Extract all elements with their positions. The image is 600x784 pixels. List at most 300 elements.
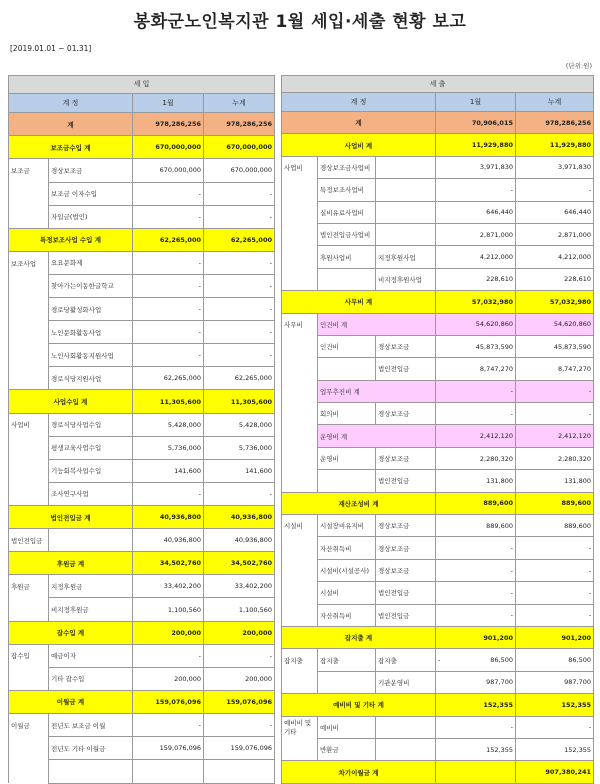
income-row bbox=[9, 413, 275, 436]
income-header-row bbox=[9, 76, 275, 94]
expense-row bbox=[282, 268, 594, 290]
expense-month-value: 152,355 bbox=[436, 694, 516, 716]
expense-subtotal-label: 운영비 계 bbox=[318, 425, 436, 447]
income-category bbox=[9, 367, 49, 390]
income-row bbox=[9, 552, 275, 575]
income-cum-value: - bbox=[204, 714, 275, 737]
expense-account bbox=[318, 268, 376, 290]
income-row bbox=[9, 436, 275, 459]
expense-cum-value: 54,620,860 bbox=[516, 313, 594, 335]
expense-month-number: 86,500 bbox=[490, 656, 513, 665]
income-cum-value: 670,000,000 bbox=[204, 136, 275, 159]
income-account: 자입금(법인) bbox=[49, 205, 133, 228]
expense-month-value: - bbox=[436, 582, 516, 604]
expense-cum-value: 2,412,120 bbox=[516, 425, 594, 447]
income-account: 찾아가는이동한글학교 bbox=[49, 274, 133, 297]
income-category: 잡수입 bbox=[9, 644, 49, 667]
expense-account: 인건비 bbox=[318, 335, 376, 357]
income-cum-value: 159,076,096 bbox=[204, 690, 275, 713]
expense-row bbox=[282, 246, 594, 268]
expense-row bbox=[282, 223, 594, 245]
income-cum-value: - bbox=[204, 205, 275, 228]
income-month-value: - bbox=[133, 251, 204, 274]
expense-category: 예비비 및기타 bbox=[282, 716, 318, 738]
expense-cum-value: - bbox=[516, 604, 594, 626]
income-account: 전년도 기타 이월금 bbox=[49, 737, 133, 760]
income-cum-value: 1,100,560 bbox=[204, 598, 275, 621]
expense-cum-value: 2,280,320 bbox=[516, 447, 594, 469]
income-col-account: 계 정 bbox=[9, 93, 133, 113]
income-account: 경로식당사업수입 bbox=[49, 413, 133, 436]
expense-subaccount: 법인전입금 bbox=[376, 582, 436, 604]
income-cum-value: - bbox=[204, 298, 275, 321]
expense-subaccount: 경상보조금 bbox=[376, 447, 436, 469]
expense-cum-value: 86,500 bbox=[516, 649, 594, 671]
expense-row bbox=[282, 134, 594, 156]
expense-account bbox=[318, 671, 376, 693]
income-row bbox=[9, 390, 275, 413]
income-cum-value: 62,265,000 bbox=[204, 367, 275, 390]
income-month-value: 159,076,096 bbox=[133, 690, 204, 713]
income-month-value: 670,000,000 bbox=[133, 159, 204, 182]
income-row bbox=[9, 644, 275, 667]
expense-account: 실비유료사업비 bbox=[318, 201, 376, 223]
expense-cum-value: 8,747,270 bbox=[516, 358, 594, 380]
expense-row bbox=[282, 626, 594, 648]
income-category bbox=[9, 274, 49, 297]
income-month-value: 33,402,200 bbox=[133, 575, 204, 598]
income-account: 조사연구사업 bbox=[49, 482, 133, 505]
expense-month-value: 901,200 bbox=[436, 626, 516, 648]
expense-category bbox=[282, 425, 318, 447]
expense-cum-value: 57,032,980 bbox=[516, 291, 594, 313]
expense-row bbox=[282, 694, 594, 716]
expense-cum-value: 4,212,000 bbox=[516, 246, 594, 268]
expense-cum-value: 901,200 bbox=[516, 626, 594, 648]
expense-subaccount bbox=[376, 223, 436, 245]
expense-row bbox=[282, 671, 594, 693]
expense-category: 잡지출 bbox=[282, 649, 318, 671]
expense-subaccount bbox=[376, 156, 436, 178]
expense-month-value: - bbox=[436, 559, 516, 581]
expense-subtotal-label: 사업비 계 bbox=[282, 134, 436, 156]
expense-account: 회의비 bbox=[318, 403, 376, 425]
expense-month-value: 889,600 bbox=[436, 515, 516, 537]
expense-subaccount: 법인전입금 bbox=[376, 470, 436, 492]
expense-cum-value: 978,286,256 bbox=[516, 112, 594, 134]
expense-month-value: - bbox=[436, 380, 516, 402]
expense-subaccount: 법인전입금 bbox=[376, 358, 436, 380]
expense-month-value: 70,906,015 bbox=[436, 112, 516, 134]
expense-account: 특정보조사업비 bbox=[318, 179, 376, 201]
income-cum-value: 33,402,200 bbox=[204, 575, 275, 598]
income-row bbox=[9, 113, 275, 136]
expense-cum-value: 45,873,590 bbox=[516, 335, 594, 357]
expense-row bbox=[282, 156, 594, 178]
income-month-value: - bbox=[133, 205, 204, 228]
income-account: 경상보조금 bbox=[49, 159, 133, 182]
expense-month-value: - bbox=[436, 179, 516, 201]
expense-month-value: 2,412,120 bbox=[436, 425, 516, 447]
expense-row bbox=[282, 403, 594, 425]
expense-subtotal-label: 사무비 계 bbox=[282, 291, 436, 313]
expense-row bbox=[282, 447, 594, 469]
expense-month-value: - bbox=[436, 716, 516, 738]
income-month-value: 40,936,800 bbox=[133, 529, 204, 552]
income-category bbox=[9, 436, 49, 459]
expense-cum-value: - bbox=[516, 559, 594, 581]
expense-category bbox=[282, 470, 318, 492]
expense-category: 시설비 bbox=[282, 515, 318, 537]
expense-category bbox=[282, 268, 318, 290]
expense-category bbox=[282, 671, 318, 693]
expense-subaccount bbox=[376, 738, 436, 760]
expense-month-value: 2,871,000 bbox=[436, 223, 516, 245]
expense-category bbox=[282, 201, 318, 223]
expense-cum-value: 228,610 bbox=[516, 268, 594, 290]
expense-month-value: - bbox=[436, 604, 516, 626]
income-account: 비지정후원금 bbox=[49, 598, 133, 621]
expense-account: 운영비 bbox=[318, 447, 376, 469]
expense-subtotal-label: 재산조성비 계 bbox=[282, 492, 436, 514]
income-col-month: 1월 bbox=[133, 93, 204, 113]
expense-account bbox=[318, 470, 376, 492]
income-row bbox=[9, 367, 275, 390]
expense-row bbox=[282, 425, 594, 447]
income-cum-value: 200,000 bbox=[204, 667, 275, 690]
expense-account: 시설장비유지비 bbox=[318, 515, 376, 537]
expense-cum-value: 11,929,880 bbox=[516, 134, 594, 156]
income-account: 노인사회활동지원사업 bbox=[49, 344, 133, 367]
income-row bbox=[9, 575, 275, 598]
income-month-value: 40,936,800 bbox=[133, 506, 204, 529]
income-account: 보조금 이자수입 bbox=[49, 182, 133, 205]
income-cum-value: - bbox=[204, 482, 275, 505]
expense-cum-value: 907,380,241 bbox=[516, 761, 594, 783]
expense-subaccount: 경상보조금 bbox=[376, 515, 436, 537]
expense-cum-value: - bbox=[516, 403, 594, 425]
expense-row bbox=[282, 716, 594, 738]
expense-month-value: - bbox=[436, 403, 516, 425]
income-category bbox=[9, 737, 49, 760]
expense-account: 자산취득비 bbox=[318, 537, 376, 559]
income-category bbox=[9, 667, 49, 690]
income-cum-value: 40,936,800 bbox=[204, 506, 275, 529]
expense-header-row bbox=[282, 76, 594, 93]
expense-category bbox=[282, 179, 318, 201]
expense-account: 경상보조금사업비 bbox=[318, 156, 376, 178]
income-account bbox=[49, 760, 133, 783]
income-row bbox=[9, 506, 275, 529]
income-month-value: - bbox=[133, 644, 204, 667]
expense-row bbox=[282, 649, 594, 671]
expense-subaccount: 법인전입금 bbox=[376, 604, 436, 626]
income-month-value: - bbox=[133, 344, 204, 367]
expense-month-value: 2,280,320 bbox=[436, 447, 516, 469]
expense-month-dash: - bbox=[438, 656, 441, 665]
income-month-value: - bbox=[133, 182, 204, 205]
income-category bbox=[9, 205, 49, 228]
expense-category bbox=[282, 246, 318, 268]
income-row bbox=[9, 298, 275, 321]
income-month-value: 11,305,600 bbox=[133, 390, 204, 413]
income-row bbox=[9, 482, 275, 505]
expense-subaccount bbox=[376, 716, 436, 738]
expense-category bbox=[282, 223, 318, 245]
income-row bbox=[9, 667, 275, 690]
expense-col-month: 1월 bbox=[436, 93, 516, 112]
income-col-cum: 누계 bbox=[204, 93, 275, 113]
expense-category bbox=[282, 738, 318, 760]
income-account: 지정후원금 bbox=[49, 575, 133, 598]
expense-account: 반환금 bbox=[318, 738, 376, 760]
expense-subtotal-label: 잡지출 계 bbox=[282, 626, 436, 648]
expense-month-value: 54,620,860 bbox=[436, 313, 516, 335]
income-category bbox=[9, 182, 49, 205]
income-row bbox=[9, 459, 275, 482]
expense-cum-value: 131,800 bbox=[516, 470, 594, 492]
expense-header: 세 출 bbox=[282, 76, 594, 93]
expense-account: 자산취득비 bbox=[318, 604, 376, 626]
income-cum-value: - bbox=[204, 182, 275, 205]
income-row bbox=[9, 598, 275, 621]
expense-month-value: 45,873,590 bbox=[436, 335, 516, 357]
expense-account: 예비비 bbox=[318, 716, 376, 738]
income-row bbox=[9, 251, 275, 274]
income-account: 예금이자 bbox=[49, 644, 133, 667]
income-account: 요요문화제 bbox=[49, 251, 133, 274]
income-category bbox=[9, 482, 49, 505]
income-subtotal-label: 특정보조사업 수입 계 bbox=[9, 228, 133, 251]
income-category bbox=[9, 760, 49, 783]
expense-row bbox=[282, 537, 594, 559]
expense-subaccount: 잡지출 bbox=[376, 649, 436, 671]
income-subtotal-label: 보조금수입 계 bbox=[9, 136, 133, 159]
income-month-value: 62,265,000 bbox=[133, 367, 204, 390]
income-account: 평생교육사업수입 bbox=[49, 436, 133, 459]
income-account: 기타 잡수입 bbox=[49, 667, 133, 690]
expense-subaccount: 지정후원사업 bbox=[376, 246, 436, 268]
expense-row bbox=[282, 201, 594, 223]
expense-account: 시설비(시설공사) bbox=[318, 559, 376, 581]
expense-subaccount: 경상보조금 bbox=[376, 403, 436, 425]
income-cum-value: 200,000 bbox=[204, 621, 275, 644]
expense-row bbox=[282, 335, 594, 357]
income-cum-value: 11,305,600 bbox=[204, 390, 275, 413]
income-subtotal-label: 잡수입 계 bbox=[9, 621, 133, 644]
expense-cum-value: 987,700 bbox=[516, 671, 594, 693]
income-account bbox=[49, 529, 133, 552]
expense-cum-value: - bbox=[516, 179, 594, 201]
expense-month-value: 8,747,270 bbox=[436, 358, 516, 380]
expense-account bbox=[318, 358, 376, 380]
expense-category bbox=[282, 380, 318, 402]
expense-category bbox=[282, 358, 318, 380]
income-subtotal-label: 계 bbox=[9, 113, 133, 136]
expense-category bbox=[282, 559, 318, 581]
income-subtotal-label: 이월금 계 bbox=[9, 690, 133, 713]
expense-row bbox=[282, 358, 594, 380]
expense-account: 잡지출 bbox=[318, 649, 376, 671]
income-month-value: - bbox=[133, 482, 204, 505]
income-account: 노인문화활동사업 bbox=[49, 321, 133, 344]
expense-month-value: 4,212,000 bbox=[436, 246, 516, 268]
income-month-value: 5,736,000 bbox=[133, 436, 204, 459]
expense-row bbox=[282, 761, 594, 783]
income-cum-value: - bbox=[204, 344, 275, 367]
expense-cum-value: 889,600 bbox=[516, 492, 594, 514]
expense-category bbox=[282, 582, 318, 604]
income-row bbox=[9, 274, 275, 297]
expense-month-value: 987,700 bbox=[436, 671, 516, 693]
expense-account: 후원사업비 bbox=[318, 246, 376, 268]
income-cum-value: - bbox=[204, 321, 275, 344]
expense-month-value: 228,610 bbox=[436, 268, 516, 290]
expense-row bbox=[282, 559, 594, 581]
expense-subtotal-label: 인건비 계 bbox=[318, 313, 436, 335]
income-row bbox=[9, 136, 275, 159]
income-cum-value: 5,736,000 bbox=[204, 436, 275, 459]
expense-column-headers bbox=[282, 93, 594, 112]
income-account: 경로식당지원사업 bbox=[49, 367, 133, 390]
income-category: 보조사업 bbox=[9, 251, 49, 274]
income-column-headers bbox=[9, 93, 275, 113]
income-month-value: 62,265,000 bbox=[133, 228, 204, 251]
expense-account: 법인전입금사업비 bbox=[318, 223, 376, 245]
income-cum-value: - bbox=[204, 644, 275, 667]
income-cum-value: 141,600 bbox=[204, 459, 275, 482]
income-month-value: - bbox=[133, 298, 204, 321]
expense-subtotal-label: 차기이월금 계 bbox=[282, 761, 436, 783]
expense-category bbox=[282, 604, 318, 626]
income-category: 보조금 bbox=[9, 159, 49, 182]
income-row bbox=[9, 714, 275, 737]
expense-subaccount: 경상보조금 bbox=[376, 559, 436, 581]
income-category bbox=[9, 321, 49, 344]
expense-month-value: 3,971,830 bbox=[436, 156, 516, 178]
income-category bbox=[9, 598, 49, 621]
expense-row bbox=[282, 515, 594, 537]
income-table bbox=[8, 75, 275, 784]
income-row bbox=[9, 205, 275, 228]
income-month-value: 978,286,256 bbox=[133, 113, 204, 136]
income-month-value: 5,428,000 bbox=[133, 413, 204, 436]
expense-month-value: 131,800 bbox=[436, 470, 516, 492]
expense-account: 시설비 bbox=[318, 582, 376, 604]
expense-subaccount: 기관운영비 bbox=[376, 671, 436, 693]
expense-cum-value: 152,355 bbox=[516, 738, 594, 760]
expense-month-value: 11,929,880 bbox=[436, 134, 516, 156]
expense-cum-value: 3,971,830 bbox=[516, 156, 594, 178]
expense-row bbox=[282, 470, 594, 492]
income-category: 사업비 bbox=[9, 413, 49, 436]
unit-label: (단위:원) bbox=[565, 62, 592, 70]
income-row bbox=[9, 737, 275, 760]
income-cum-value: 40,936,800 bbox=[204, 529, 275, 552]
expense-category bbox=[282, 335, 318, 357]
income-subtotal-label: 법인전입금 계 bbox=[9, 506, 133, 529]
income-account: 경로당활성화사업 bbox=[49, 298, 133, 321]
income-cum-value: 62,265,000 bbox=[204, 228, 275, 251]
income-month-value: 34,502,760 bbox=[133, 552, 204, 575]
expense-subaccount: 경상보조금 bbox=[376, 335, 436, 357]
expense-row bbox=[282, 582, 594, 604]
expense-cum-value: 152,355 bbox=[516, 694, 594, 716]
income-row bbox=[9, 321, 275, 344]
expense-category bbox=[282, 447, 318, 469]
income-account: 전년도 보조금 이월 bbox=[49, 714, 133, 737]
expense-subaccount bbox=[376, 201, 436, 223]
expense-subtotal-label: 업무추진비 계 bbox=[318, 380, 436, 402]
expense-row bbox=[282, 604, 594, 626]
expense-row bbox=[282, 380, 594, 402]
expense-cum-value: - bbox=[516, 716, 594, 738]
income-row bbox=[9, 228, 275, 251]
income-row bbox=[9, 159, 275, 182]
expense-category bbox=[282, 537, 318, 559]
expense-table bbox=[281, 75, 594, 784]
expense-month-value bbox=[436, 649, 516, 671]
income-month-value: - bbox=[133, 321, 204, 344]
income-row bbox=[9, 760, 275, 783]
page-title: 봉화군노인복지관 1월 세입·세출 현황 보고 bbox=[133, 12, 467, 32]
expense-cum-value: 889,600 bbox=[516, 515, 594, 537]
income-month-value: 141,600 bbox=[133, 459, 204, 482]
expense-category: 사무비 bbox=[282, 313, 318, 335]
income-cum-value: 34,502,760 bbox=[204, 552, 275, 575]
expense-category bbox=[282, 403, 318, 425]
income-subtotal-label: 후원금 계 bbox=[9, 552, 133, 575]
expense-subaccount bbox=[376, 179, 436, 201]
income-month-value: - bbox=[133, 714, 204, 737]
expense-subtotal-label: 계 bbox=[282, 112, 436, 134]
income-row bbox=[9, 690, 275, 713]
expense-month-value bbox=[436, 761, 516, 783]
expense-cum-value: - bbox=[516, 380, 594, 402]
income-month-value: 670,000,000 bbox=[133, 136, 204, 159]
income-category: 법인전입금 bbox=[9, 529, 49, 552]
expense-row bbox=[282, 291, 594, 313]
expense-row bbox=[282, 738, 594, 760]
income-subtotal-label: 사업수입 계 bbox=[9, 390, 133, 413]
income-cum-value: 159,076,096 bbox=[204, 737, 275, 760]
income-category bbox=[9, 298, 49, 321]
income-header: 세 입 bbox=[9, 76, 275, 94]
expense-row bbox=[282, 313, 594, 335]
expense-cum-value: - bbox=[516, 537, 594, 559]
period-label: [2019.01.01 ~ 01.31] bbox=[10, 44, 92, 53]
income-row bbox=[9, 182, 275, 205]
expense-month-value: 889,600 bbox=[436, 492, 516, 514]
expense-row bbox=[282, 492, 594, 514]
income-category bbox=[9, 459, 49, 482]
income-cum-value: - bbox=[204, 274, 275, 297]
income-category: 후원금 bbox=[9, 575, 49, 598]
expense-month-value: 152,355 bbox=[436, 738, 516, 760]
income-cum-value: 978,286,256 bbox=[204, 113, 275, 136]
expense-month-value: 57,032,980 bbox=[436, 291, 516, 313]
expense-col-cum: 누계 bbox=[516, 93, 594, 112]
expense-month-value: - bbox=[436, 537, 516, 559]
expense-cum-value: 646,440 bbox=[516, 201, 594, 223]
income-row bbox=[9, 529, 275, 552]
income-cum-value bbox=[204, 760, 275, 783]
expense-row bbox=[282, 112, 594, 134]
income-cum-value: - bbox=[204, 251, 275, 274]
expense-row bbox=[282, 179, 594, 201]
expense-month-value: 646,440 bbox=[436, 201, 516, 223]
expense-cum-value: 2,871,000 bbox=[516, 223, 594, 245]
